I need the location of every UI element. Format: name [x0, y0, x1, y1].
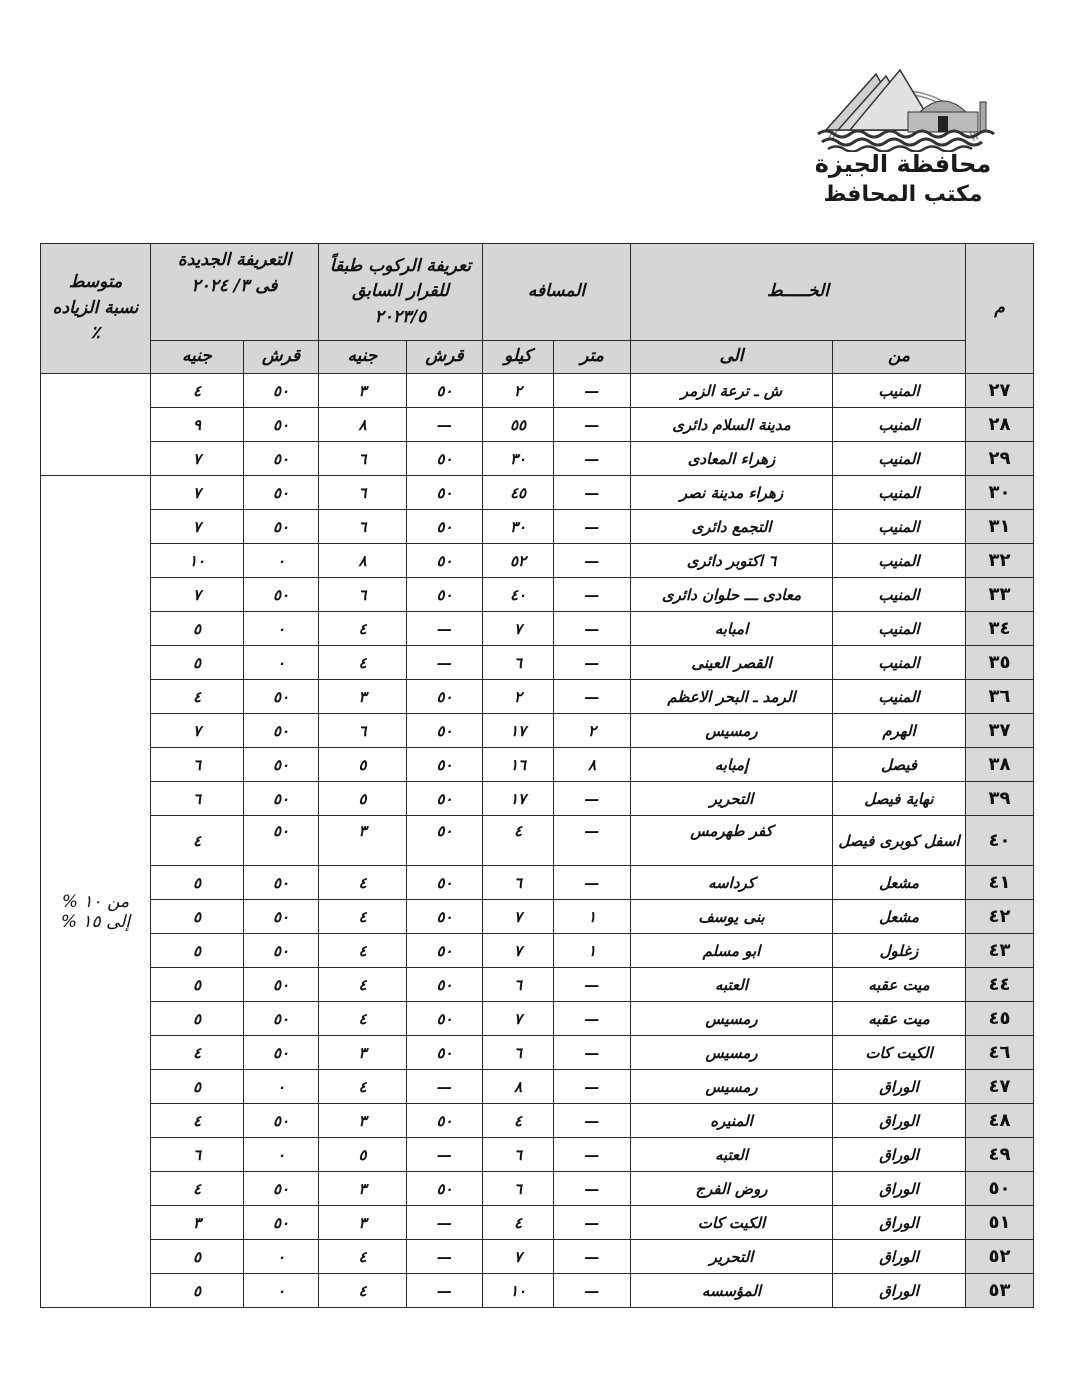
new-fare-pound: ٥ [151, 1002, 244, 1036]
distance-kilo: ٦ [483, 1138, 554, 1172]
table-row [41, 1240, 1034, 1274]
old-fare-pound: ٤ [319, 612, 407, 646]
old-fare-pound: ٣ [319, 680, 407, 714]
header-kilo: كيلو [483, 341, 554, 374]
distance-meter: — [554, 1104, 631, 1138]
row-number: ٢٩ [966, 442, 1034, 476]
distance-kilo: ٧ [483, 900, 554, 934]
new-fare-pound: ١٠ [151, 544, 244, 578]
from-station: مشعل [833, 866, 966, 900]
new-fare-qirsh: ٥٠ [244, 442, 319, 476]
to-station: ٦ اكتوبر دائرى [631, 544, 833, 578]
from-station: المنيب [833, 510, 966, 544]
header-old-pound: جنيه [319, 341, 407, 374]
to-station: زهراء مدينة نصر [631, 476, 833, 510]
header-distance: المسافه [483, 244, 631, 341]
old-fare-qirsh: — [407, 1206, 483, 1240]
from-station: المنيب [833, 476, 966, 510]
old-fare-qirsh: ٥٠ [407, 816, 483, 866]
new-fare-pound: ٤ [151, 816, 244, 866]
new-fare-qirsh: ٠ [244, 1274, 319, 1308]
avg-increase-to: إلى ١٥ % [60, 911, 131, 932]
distance-meter: — [554, 782, 631, 816]
table-row [41, 816, 1034, 866]
old-fare-pound: ٤ [319, 1274, 407, 1308]
header-index: م [966, 244, 1034, 374]
distance-kilo: ٦ [483, 968, 554, 1002]
new-fare-pound: ٥ [151, 866, 244, 900]
distance-kilo: ٤ [483, 816, 554, 866]
table-row [41, 374, 1034, 408]
table-row [41, 866, 1034, 900]
table-row [41, 544, 1034, 578]
new-fare-qirsh: ٥٠ [244, 816, 319, 866]
old-fare-pound: ٣ [319, 374, 407, 408]
from-station: المنيب [833, 578, 966, 612]
new-fare-qirsh: ٠ [244, 1240, 319, 1274]
to-station: التحرير [631, 782, 833, 816]
from-station: المنيب [833, 374, 966, 408]
old-fare-pound: ٣ [319, 1036, 407, 1070]
new-fare-qirsh: ٥٠ [244, 714, 319, 748]
old-fare-pound: ٤ [319, 1002, 407, 1036]
old-fare-pound: ٣ [319, 1104, 407, 1138]
row-number: ٢٨ [966, 408, 1034, 442]
distance-meter: — [554, 968, 631, 1002]
row-number: ٣٦ [966, 680, 1034, 714]
to-station: بنى يوسف [631, 900, 833, 934]
new-fare-pound: ٥ [151, 900, 244, 934]
new-fare-qirsh: ٥٠ [244, 968, 319, 1002]
new-fare-pound: ٥ [151, 1274, 244, 1308]
header-new-qirsh: قرش [244, 341, 319, 374]
from-station: المنيب [833, 442, 966, 476]
row-number: ٤٨ [966, 1104, 1034, 1138]
new-fare-pound: ٥ [151, 612, 244, 646]
from-station: الوراق [833, 1138, 966, 1172]
from-station: الوراق [833, 1070, 966, 1104]
to-station: رمسيس [631, 1036, 833, 1070]
old-fare-qirsh: ٥٠ [407, 782, 483, 816]
to-station: كفر طهرمس [631, 816, 833, 866]
old-fare-qirsh: ٥٠ [407, 442, 483, 476]
new-fare-pound: ٧ [151, 442, 244, 476]
distance-meter: ١ [554, 934, 631, 968]
row-number: ٣٧ [966, 714, 1034, 748]
old-fare-qirsh: ٥٠ [407, 866, 483, 900]
old-fare-qirsh: ٥٠ [407, 968, 483, 1002]
row-number: ٣٤ [966, 612, 1034, 646]
old-fare-pound: ٣ [319, 1206, 407, 1240]
to-station: مدينة السلام دائرى [631, 408, 833, 442]
giza-governorate-logo [808, 22, 998, 212]
row-number: ٣٠ [966, 476, 1034, 510]
old-fare-qirsh: ٥٠ [407, 680, 483, 714]
old-fare-qirsh: ٥٠ [407, 1104, 483, 1138]
row-number: ٣٩ [966, 782, 1034, 816]
row-number: ٥٠ [966, 1172, 1034, 1206]
to-station: العتبه [631, 1138, 833, 1172]
table-row [41, 1172, 1034, 1206]
row-number: ٤٥ [966, 1002, 1034, 1036]
from-station: نهاية فيصل [833, 782, 966, 816]
to-station: القصر العينى [631, 646, 833, 680]
distance-meter: — [554, 1274, 631, 1308]
old-fare-pound: ٥ [319, 748, 407, 782]
old-fare-pound: ٥ [319, 782, 407, 816]
old-fare-qirsh: ٥٠ [407, 1002, 483, 1036]
old-fare-pound: ٤ [319, 1240, 407, 1274]
table-row [41, 476, 1034, 510]
distance-kilo: ٦ [483, 1172, 554, 1206]
header-new-pound: جنيه [151, 341, 244, 374]
new-fare-pound: ٥ [151, 1240, 244, 1274]
table-row [41, 714, 1034, 748]
distance-meter: — [554, 374, 631, 408]
to-station: زهراء المعادى [631, 442, 833, 476]
new-fare-qirsh: ٥٠ [244, 476, 319, 510]
from-station: الوراق [833, 1240, 966, 1274]
from-station: المنيب [833, 612, 966, 646]
from-station: الكيت كات [833, 1036, 966, 1070]
old-fare-pound: ٦ [319, 442, 407, 476]
distance-meter: ٢ [554, 714, 631, 748]
distance-kilo: ٢ [483, 374, 554, 408]
row-number: ٤٤ [966, 968, 1034, 1002]
from-station: المنيب [833, 544, 966, 578]
table-row [41, 510, 1034, 544]
new-fare-pound: ٤ [151, 680, 244, 714]
row-number: ٤٠ [966, 816, 1034, 866]
header-route: الخـــــط [631, 244, 966, 341]
distance-meter: — [554, 1206, 631, 1240]
to-station: رمسيس [631, 1002, 833, 1036]
header-to: الى [631, 341, 833, 374]
to-station: إمبابه [631, 748, 833, 782]
new-fare-qirsh: ٠ [244, 646, 319, 680]
distance-kilo: ٧ [483, 612, 554, 646]
row-number: ٣٢ [966, 544, 1034, 578]
table-row [41, 1274, 1034, 1308]
distance-kilo: ١٠ [483, 1274, 554, 1308]
old-fare-qirsh: — [407, 1138, 483, 1172]
distance-meter: — [554, 680, 631, 714]
old-fare-pound: ٤ [319, 900, 407, 934]
distance-kilo: ١٧ [483, 714, 554, 748]
from-station: الوراق [833, 1104, 966, 1138]
to-station: التجمع دائرى [631, 510, 833, 544]
new-fare-pound: ٥ [151, 968, 244, 1002]
old-fare-qirsh: ٥٠ [407, 544, 483, 578]
table-row [41, 578, 1034, 612]
to-station: الكيت كات [631, 1206, 833, 1240]
new-fare-qirsh: ٥٠ [244, 900, 319, 934]
new-fare-pound: ٤ [151, 1104, 244, 1138]
new-fare-pound: ٥ [151, 646, 244, 680]
distance-meter: — [554, 1002, 631, 1036]
new-fare-pound: ٧ [151, 476, 244, 510]
from-station: الوراق [833, 1172, 966, 1206]
distance-meter: — [554, 1138, 631, 1172]
distance-kilo: ٤٥ [483, 476, 554, 510]
row-number: ٤٩ [966, 1138, 1034, 1172]
header-new-fare: التعريفة الجديدة فى ٣/ ٢٠٢٤ [151, 244, 319, 341]
from-station: المنيب [833, 408, 966, 442]
row-number: ٤٧ [966, 1070, 1034, 1104]
new-fare-qirsh: ٠ [244, 1138, 319, 1172]
old-fare-qirsh: — [407, 1240, 483, 1274]
new-fare-qirsh: ٥٠ [244, 510, 319, 544]
new-fare-pound: ٣ [151, 1206, 244, 1240]
distance-kilo: ٦ [483, 1036, 554, 1070]
distance-kilo: ٥٥ [483, 408, 554, 442]
old-fare-qirsh: — [407, 646, 483, 680]
table-row [41, 934, 1034, 968]
distance-kilo: ٧ [483, 1240, 554, 1274]
to-station: رمسيس [631, 714, 833, 748]
distance-kilo: ٢ [483, 680, 554, 714]
new-fare-qirsh: ٥٠ [244, 1206, 319, 1240]
distance-kilo: ٤ [483, 1104, 554, 1138]
distance-kilo: ٦ [483, 866, 554, 900]
to-station: التحرير [631, 1240, 833, 1274]
distance-meter: — [554, 442, 631, 476]
old-fare-qirsh: ٥٠ [407, 900, 483, 934]
old-fare-pound: ٨ [319, 544, 407, 578]
from-station: المنيب [833, 646, 966, 680]
old-fare-qirsh: — [407, 612, 483, 646]
old-fare-qirsh: ٥٠ [407, 1036, 483, 1070]
to-station: معادى ـــ حلوان دائرى [631, 578, 833, 612]
from-station: الوراق [833, 1274, 966, 1308]
row-number: ٣١ [966, 510, 1034, 544]
table-row [41, 408, 1034, 442]
distance-kilo: ١٦ [483, 748, 554, 782]
to-station: العتبه [631, 968, 833, 1002]
from-station: زغلول [833, 934, 966, 968]
old-fare-pound: ٦ [319, 714, 407, 748]
header-old-fare: تعريفة الركوب طبقاً للقرار السابق ٢٠٢٣/٥ [319, 244, 483, 341]
fare-rows [41, 374, 1034, 1308]
fare-table [40, 243, 1034, 1308]
old-fare-pound: ٤ [319, 646, 407, 680]
table-row [41, 680, 1034, 714]
new-fare-qirsh: ٥٠ [244, 1002, 319, 1036]
table-row [41, 646, 1034, 680]
new-fare-pound: ٧ [151, 714, 244, 748]
old-fare-pound: ٣ [319, 816, 407, 866]
distance-meter: ٨ [554, 748, 631, 782]
row-number: ٢٧ [966, 374, 1034, 408]
new-fare-qirsh: ٠ [244, 544, 319, 578]
distance-kilo: ٤ [483, 1206, 554, 1240]
avg-increase-empty [41, 374, 151, 476]
old-fare-pound: ٤ [319, 934, 407, 968]
old-fare-qirsh: ٥٠ [407, 714, 483, 748]
to-station: المنيره [631, 1104, 833, 1138]
old-fare-qirsh: ٥٠ [407, 748, 483, 782]
to-station: روض الفرج [631, 1172, 833, 1206]
table-row [41, 900, 1034, 934]
header-avg-increase: متوسط نسبة الزياده ٪ [41, 244, 151, 374]
to-station: ش ـ ترعة الزمر [631, 374, 833, 408]
new-fare-qirsh: ٥٠ [244, 1036, 319, 1070]
new-fare-qirsh: ٥٠ [244, 782, 319, 816]
distance-kilo: ٥٢ [483, 544, 554, 578]
header-from: من [833, 341, 966, 374]
table-row [41, 1138, 1034, 1172]
new-fare-pound: ٧ [151, 510, 244, 544]
distance-meter: — [554, 510, 631, 544]
row-number: ٤٦ [966, 1036, 1034, 1070]
new-fare-pound: ٥ [151, 934, 244, 968]
new-fare-pound: ٧ [151, 578, 244, 612]
old-fare-pound: ٤ [319, 968, 407, 1002]
old-fare-pound: ٣ [319, 1172, 407, 1206]
table-row [41, 1036, 1034, 1070]
distance-kilo: ٦ [483, 646, 554, 680]
distance-meter: — [554, 1240, 631, 1274]
table-row [41, 1206, 1034, 1240]
new-fare-qirsh: ٥٠ [244, 866, 319, 900]
distance-meter: — [554, 544, 631, 578]
from-station: ميت عقبه [833, 1002, 966, 1036]
old-fare-pound: ٥ [319, 1138, 407, 1172]
table-row [41, 1002, 1034, 1036]
new-fare-qirsh: ٥٠ [244, 374, 319, 408]
old-fare-qirsh: ٥٠ [407, 1172, 483, 1206]
table-row [41, 782, 1034, 816]
distance-meter: — [554, 612, 631, 646]
new-fare-pound: ٩ [151, 408, 244, 442]
distance-kilo: ٧ [483, 934, 554, 968]
new-fare-qirsh: ٥٠ [244, 680, 319, 714]
old-fare-qirsh: ٥٠ [407, 510, 483, 544]
distance-kilo: ١٧ [483, 782, 554, 816]
old-fare-pound: ٤ [319, 866, 407, 900]
new-fare-pound: ٥ [151, 1070, 244, 1104]
from-station: الوراق [833, 1206, 966, 1240]
to-station: ابو مسلم [631, 934, 833, 968]
distance-meter: — [554, 578, 631, 612]
row-number: ٥١ [966, 1206, 1034, 1240]
row-number: ٥٢ [966, 1240, 1034, 1274]
distance-kilo: ٤٠ [483, 578, 554, 612]
old-fare-qirsh: — [407, 408, 483, 442]
office-name: مكتب المحافظ [823, 182, 983, 207]
table-row [41, 1104, 1034, 1138]
avg-increase-from: من ١٠ % [61, 891, 130, 912]
distance-meter: — [554, 1036, 631, 1070]
new-fare-qirsh: ٥٠ [244, 934, 319, 968]
pyramids-emblem-icon [808, 22, 998, 152]
from-station: المنيب [833, 680, 966, 714]
distance-kilo: ٨ [483, 1070, 554, 1104]
table-row [41, 968, 1034, 1002]
distance-meter: — [554, 646, 631, 680]
row-number: ٣٣ [966, 578, 1034, 612]
old-fare-pound: ٨ [319, 408, 407, 442]
new-fare-pound: ٤ [151, 1036, 244, 1070]
distance-meter: — [554, 1070, 631, 1104]
old-fare-pound: ٤ [319, 1070, 407, 1104]
header-meter: متر [554, 341, 631, 374]
old-fare-pound: ٦ [319, 510, 407, 544]
old-fare-qirsh: — [407, 1070, 483, 1104]
row-number: ٣٥ [966, 646, 1034, 680]
row-number: ٥٣ [966, 1274, 1034, 1308]
row-number: ٤١ [966, 866, 1034, 900]
distance-kilo: ٣٠ [483, 510, 554, 544]
distance-kilo: ٧ [483, 1002, 554, 1036]
new-fare-pound: ٦ [151, 748, 244, 782]
distance-meter: — [554, 866, 631, 900]
from-station: فيصل [833, 748, 966, 782]
new-fare-pound: ٤ [151, 1172, 244, 1206]
new-fare-qirsh: ٠ [244, 612, 319, 646]
to-station: رمسيس [631, 1070, 833, 1104]
avg-increase-value [41, 476, 151, 1308]
distance-meter: — [554, 816, 631, 866]
old-fare-qirsh: ٥٠ [407, 476, 483, 510]
new-fare-qirsh: ٥٠ [244, 1172, 319, 1206]
old-fare-qirsh: ٥٠ [407, 578, 483, 612]
header-old-qirsh: قرش [407, 341, 483, 374]
row-number: ٤٣ [966, 934, 1034, 968]
old-fare-pound: ٦ [319, 476, 407, 510]
new-fare-qirsh: ٥٠ [244, 1104, 319, 1138]
table-row [41, 442, 1034, 476]
to-station: المؤسسه [631, 1274, 833, 1308]
old-fare-qirsh: ٥٠ [407, 934, 483, 968]
old-fare-qirsh: — [407, 1274, 483, 1308]
new-fare-qirsh: ٥٠ [244, 408, 319, 442]
to-station: كرداسه [631, 866, 833, 900]
row-number: ٣٨ [966, 748, 1034, 782]
row-number: ٤٢ [966, 900, 1034, 934]
table-row [41, 612, 1034, 646]
new-fare-pound: ٦ [151, 1138, 244, 1172]
from-station: اسفل كوبرى فيصل [833, 816, 966, 866]
distance-meter: ١ [554, 900, 631, 934]
new-fare-qirsh: ٥٠ [244, 748, 319, 782]
from-station: ميت عقبه [833, 968, 966, 1002]
distance-meter: — [554, 408, 631, 442]
to-station: امبابه [631, 612, 833, 646]
distance-meter: — [554, 1172, 631, 1206]
from-station: الهرم [833, 714, 966, 748]
to-station: الرمد ـ البحر الاعظم [631, 680, 833, 714]
distance-meter: — [554, 476, 631, 510]
governorate-name: محافظة الجيزة [814, 150, 992, 178]
new-fare-pound: ٦ [151, 782, 244, 816]
from-station: مشعل [833, 900, 966, 934]
new-fare-pound: ٤ [151, 374, 244, 408]
table-row [41, 1070, 1034, 1104]
new-fare-qirsh: ٥٠ [244, 578, 319, 612]
old-fare-pound: ٦ [319, 578, 407, 612]
table-row [41, 748, 1034, 782]
distance-kilo: ٣٠ [483, 442, 554, 476]
new-fare-qirsh: ٠ [244, 1070, 319, 1104]
old-fare-qirsh: ٥٠ [407, 374, 483, 408]
